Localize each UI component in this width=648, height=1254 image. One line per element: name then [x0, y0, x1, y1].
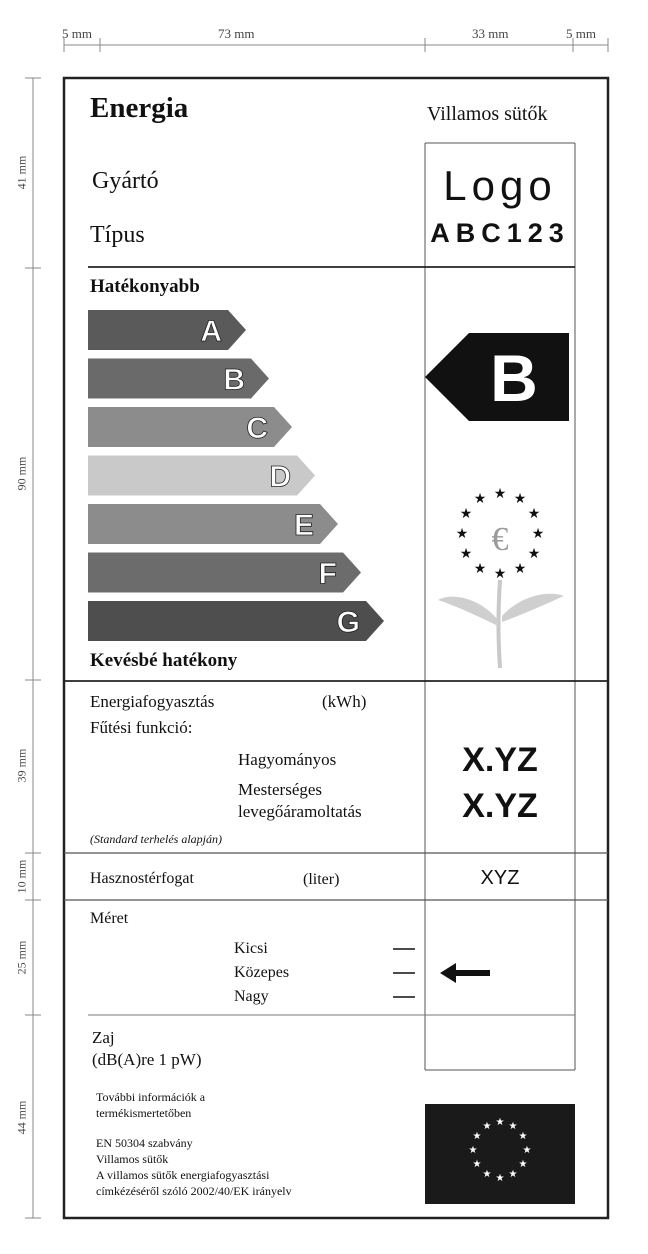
svg-text:F: F	[318, 557, 337, 591]
svg-text:C: C	[246, 412, 268, 445]
svg-text:★: ★	[482, 1169, 492, 1180]
dim-top-3: 33 mm	[472, 26, 509, 41]
energy-class-scale	[0, 300, 420, 645]
svg-text:★: ★	[468, 1145, 478, 1156]
dim-left-1: 41 mm	[14, 155, 29, 190]
svg-text:★: ★	[459, 507, 473, 522]
svg-text:★: ★	[472, 1159, 482, 1170]
more-info-line-2: termékismertetőben	[96, 1106, 192, 1120]
svg-text:A: A	[200, 315, 222, 348]
energy-class-d	[88, 456, 315, 496]
forced-air-value: X.YZ	[462, 787, 538, 825]
dim-top-2: 73 mm	[218, 26, 255, 41]
volume-label: Hasznostérfogat	[90, 870, 194, 887]
svg-text:★: ★	[495, 1117, 505, 1128]
selected-class-letter: B	[490, 341, 538, 415]
svg-text:★: ★	[472, 1131, 482, 1142]
svg-text:E: E	[293, 509, 314, 542]
svg-text:★: ★	[513, 492, 527, 507]
size-option-medium: Közepes	[234, 964, 290, 981]
svg-text:B: B	[223, 363, 245, 397]
svg-text:★: ★	[518, 1159, 528, 1170]
selected-class-arrow	[425, 333, 573, 421]
heating-function-label: Fűtési funkció:	[90, 718, 193, 737]
dim-left-3: 39 mm	[14, 748, 29, 783]
model-number: ABC123	[430, 218, 570, 248]
size-selected-arrow-icon	[440, 961, 492, 987]
eu-flower-icon	[432, 480, 568, 672]
svg-text:G: G	[336, 606, 360, 639]
forced-air-label-1: Mesterséges	[238, 780, 323, 799]
dim-top-1: 5 mm	[62, 26, 92, 41]
scale-bottom-label: Kevésbé hatékony	[90, 650, 238, 671]
size-label: Méret	[90, 910, 129, 927]
energy-unit: (kWh)	[322, 692, 367, 711]
svg-text:★: ★	[473, 492, 487, 507]
svg-text:★: ★	[527, 547, 541, 562]
directive-line-2: címkézéséről szóló 2002/40/EK irányelv	[96, 1184, 292, 1198]
svg-text:★: ★	[508, 1169, 518, 1180]
energy-class-g	[88, 601, 384, 641]
size-option-large: Nagy	[234, 988, 269, 1005]
svg-text:★: ★	[459, 547, 473, 562]
conventional-label: Hagyományos	[238, 750, 337, 769]
dim-left-6: 44 mm	[14, 1100, 29, 1135]
directive-line-1: A villamos sütők energiafogyasztási	[96, 1168, 270, 1182]
svg-text:★: ★	[531, 527, 545, 542]
dim-top-4: 5 mm	[566, 26, 596, 41]
svg-text:D: D	[269, 460, 291, 494]
manufacturer-logo: Logo	[443, 162, 557, 209]
energy-class-f	[88, 553, 361, 593]
more-info-line-1: További információk a	[96, 1090, 206, 1104]
svg-text:★: ★	[455, 527, 469, 542]
size-option-small: Kicsi	[234, 940, 268, 957]
svg-text:★: ★	[493, 487, 507, 502]
standard-reference: EN 50304 szabvány	[96, 1136, 193, 1150]
energy-class-c	[88, 407, 292, 447]
svg-text:★: ★	[508, 1121, 518, 1132]
svg-text:★: ★	[473, 562, 487, 577]
footer-category: Villamos sütők	[96, 1152, 169, 1166]
appliance-category: Villamos sütők	[427, 103, 548, 125]
type-label: Típus	[90, 222, 145, 248]
forced-air-label-2: levegőáramoltatás	[238, 802, 362, 821]
svg-text:€: €	[491, 521, 509, 558]
label-title: Energia	[90, 92, 189, 124]
svg-text:★: ★	[513, 562, 527, 577]
energy-class-b	[88, 359, 269, 399]
volume-unit: (liter)	[303, 871, 340, 888]
dim-left-5: 25 mm	[14, 940, 29, 975]
svg-text:★: ★	[522, 1145, 532, 1156]
volume-value: XYZ	[480, 867, 520, 889]
svg-text:★: ★	[518, 1131, 528, 1142]
energy-class-a	[88, 310, 246, 350]
size-tick-marks	[390, 940, 420, 1010]
energy-consumption-label: Energiafogyasztás	[90, 692, 215, 711]
svg-text:★: ★	[482, 1121, 492, 1132]
conventional-value: X.YZ	[462, 741, 538, 779]
svg-text:★: ★	[493, 567, 507, 582]
dim-left-4: 10 mm	[14, 859, 29, 894]
svg-text:★: ★	[527, 507, 541, 522]
svg-text:★: ★	[495, 1173, 505, 1184]
manufacturer-label: Gyártó	[92, 168, 159, 194]
energy-class-e	[88, 504, 338, 544]
dim-left-2: 90 mm	[14, 456, 29, 491]
standard-load-note: (Standard terhelés alapján)	[90, 832, 222, 846]
scale-top-label: Hatékonyabb	[90, 276, 200, 297]
noise-unit: (dB(A)re 1 pW)	[92, 1050, 202, 1069]
eu-flag-icon	[425, 1104, 575, 1204]
noise-label: Zaj	[92, 1028, 115, 1047]
